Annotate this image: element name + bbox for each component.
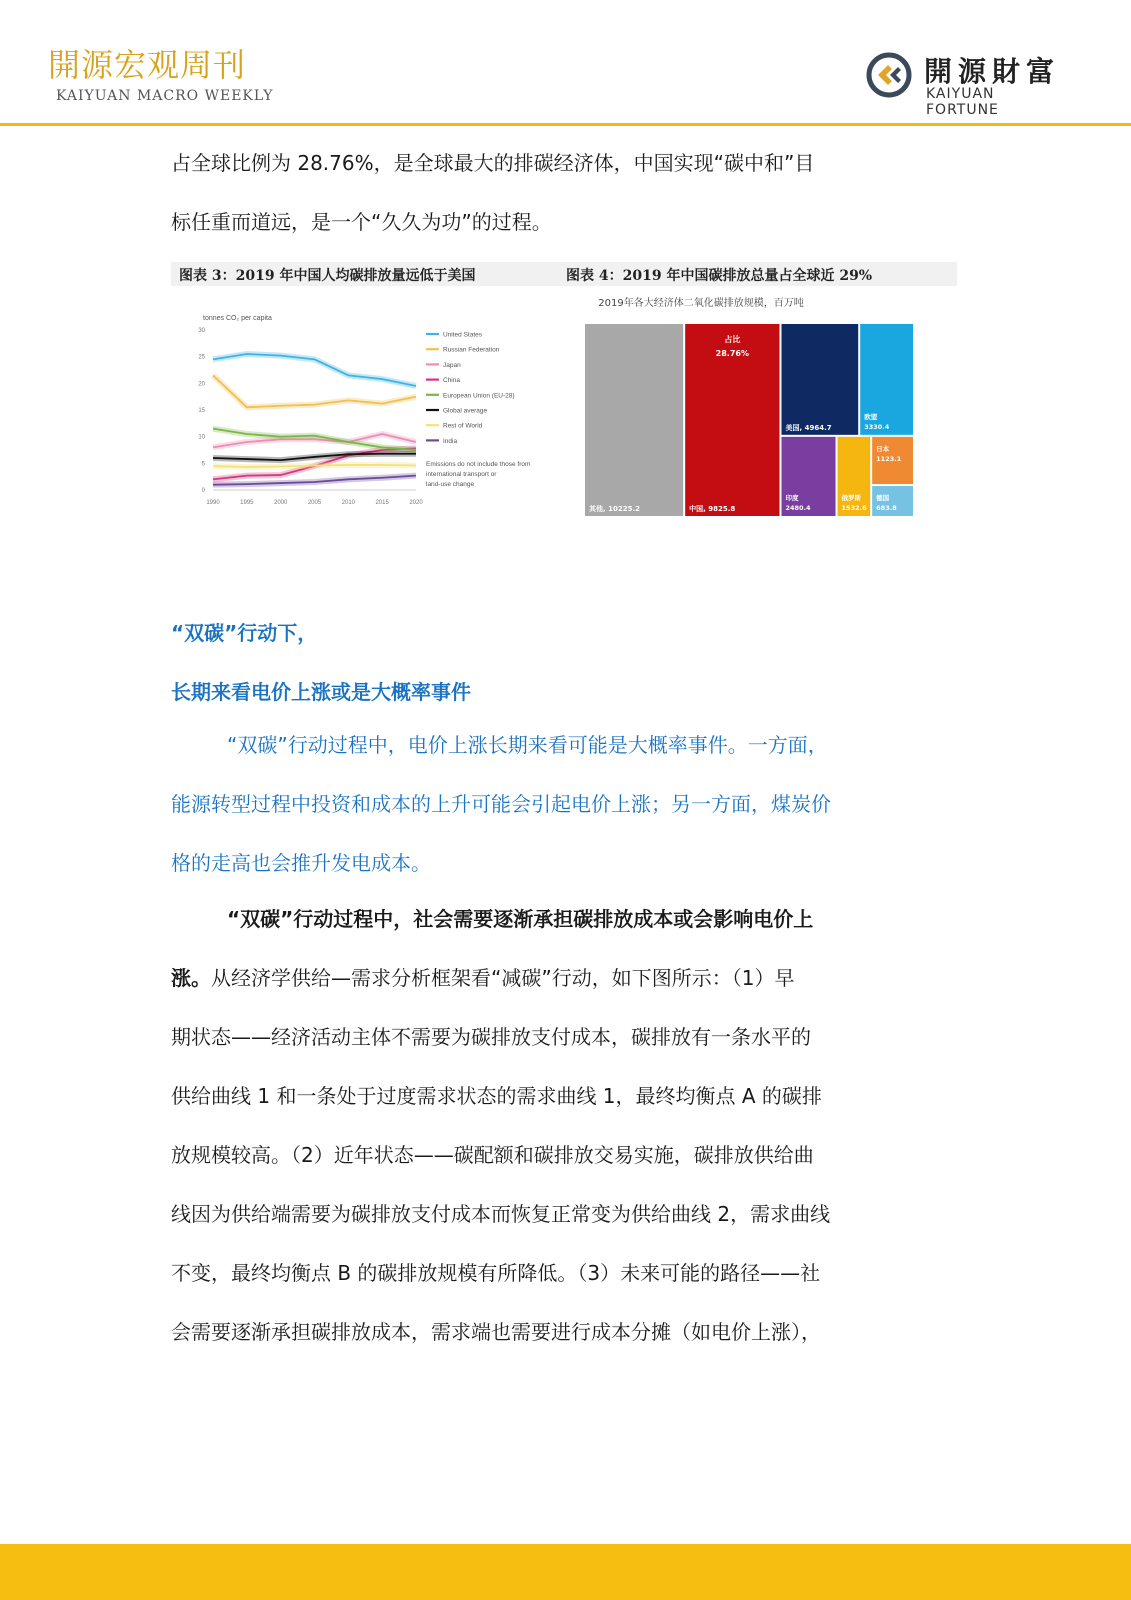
footer-bar <box>0 1544 1131 1600</box>
y-tick-label: 25 <box>198 354 205 361</box>
figure3-line-chart <box>171 290 566 542</box>
treemap-label: 2480.4 <box>785 504 811 512</box>
treemap-label: 欧盟 <box>864 412 878 421</box>
y-tick-label: 0 <box>201 488 205 494</box>
chart-note: international transport or <box>426 471 497 478</box>
page-header <box>0 0 1131 124</box>
highlight-line: 格的走高也会推升发电成本。 <box>171 851 431 875</box>
treemap-label: 1532.6 <box>841 504 867 512</box>
logo-icon <box>866 52 912 98</box>
legend-label: Rest of World <box>443 422 483 430</box>
y-tick-label: 30 <box>198 328 205 334</box>
treemap-label: 中国, 9825.8 <box>689 505 736 513</box>
treemap-label: 俄罗斯 <box>841 494 862 502</box>
intro-paragraph <box>171 134 961 252</box>
brand-title: 開源宏观周刊 <box>48 46 247 84</box>
body-line: 期状态——经济活动主体不需要为碳排放支付成本，碳排放有一条水平的 <box>171 1025 811 1049</box>
body-paragraph <box>171 890 961 1362</box>
share-value: 28.76% <box>715 349 749 358</box>
legend-label: Russian Federation <box>443 346 500 354</box>
legend-label: India <box>443 437 458 445</box>
x-tick-label: 2020 <box>409 500 423 506</box>
x-tick-label: 2000 <box>273 500 288 506</box>
treemap-label: 日本 <box>876 444 890 453</box>
body-line: 会需要逐渐承担碳排放成本，需求端也需要进行成本分摊（如电价上涨）， <box>171 1320 821 1344</box>
section-heading-line1: “双碳”行动下， <box>171 621 318 645</box>
y-tick-label: 5 <box>201 461 205 468</box>
x-tick-label: 1995 <box>240 500 254 506</box>
treemap-cell-美国 <box>781 324 858 435</box>
legend-label: Japan <box>443 361 461 369</box>
highlight-paragraph <box>171 716 961 893</box>
body-line: 不变，最终均衡点 B 的碳排放规模有所降低。（3）未来可能的路径——社 <box>171 1261 821 1285</box>
x-tick-label: 2015 <box>375 500 389 506</box>
treemap-label: 其他, 10225.2 <box>589 505 640 513</box>
x-tick-label: 2005 <box>307 500 322 506</box>
body-line-rest: 从经济学供给—需求分析框架看“减碳”行动，如下图所示：（1）早 <box>211 966 795 990</box>
treemap-subtitle: 2019年各大经济体二氧化碳排放规模，百万吨 <box>598 298 804 309</box>
highlight-line: “双碳”行动过程中，电价上涨长期来看可能是大概率事件。一方面， <box>227 733 828 757</box>
section-heading-line2: 长期来看电价上涨或是大概率事件 <box>171 680 471 704</box>
company-logo <box>866 50 1066 118</box>
body-line: 放规模较高。（2）近年状态——碳配额和碳排放交易实施，碳排放供给曲 <box>171 1143 814 1167</box>
treemap-label: 德国 <box>876 494 890 503</box>
figure3-title: 图表 3：2019 年中国人均碳排放量远低于美国 <box>179 268 476 284</box>
highlight-line: 能源转型过程中投资和成本的上升可能会引起电价上涨；另一方面，煤炭价 <box>171 792 831 816</box>
body-bold-fragment: 涨。 <box>171 966 211 990</box>
y-tick-label: 10 <box>198 434 205 441</box>
body-line: 线因为供给端需要为碳排放支付成本而恢复正常变为供给曲线 2，需求曲线 <box>171 1202 831 1226</box>
legend-label: Global average <box>443 407 488 415</box>
intro-line: 标任重而道远，是一个“久久为功”的过程。 <box>171 210 552 234</box>
treemap-cell-其他 <box>585 324 683 516</box>
figure4-title: 图表 4：2019 年中国碳排放总量占全球近 29% <box>566 268 873 284</box>
x-tick-label: 1990 <box>206 500 220 506</box>
y-axis-label: tonnes CO₂ per capita <box>203 315 272 322</box>
treemap-label: 印度 <box>785 494 799 502</box>
body-line <box>171 949 961 1008</box>
treemap-label: 683.8 <box>876 504 897 513</box>
x-tick-label: 2010 <box>341 500 356 506</box>
chart-note: land-use change <box>426 481 475 488</box>
body-bold-line: “双碳”行动过程中，社会需要逐渐承担碳排放成本或会影响电价上 <box>227 907 814 931</box>
treemap-label: 美国, 4964.7 <box>785 423 832 432</box>
y-tick-label: 15 <box>198 408 205 414</box>
treemap-label: 1123.1 <box>876 454 902 463</box>
figure4-treemap-chart <box>581 290 957 542</box>
chart-note: Emissions do not include those from <box>426 461 531 468</box>
body-line: 供给曲线 1 和一条处于过度需求状态的需求曲线 1，最终均衡点 A 的碳排 <box>171 1084 822 1108</box>
treemap-label: 3330.4 <box>864 422 890 431</box>
y-tick-label: 20 <box>198 381 205 388</box>
logo-text-cn: 開源財富 <box>924 55 1061 88</box>
figures-row <box>171 262 957 542</box>
header-divider <box>0 123 1131 126</box>
brand-subtitle: KAIYUAN MACRO WEEKLY <box>56 88 274 104</box>
legend-label: China <box>443 377 460 385</box>
legend-label: United States <box>443 331 483 339</box>
legend-label: European Union (EU-28) <box>443 392 515 400</box>
intro-line: 占全球比例为 28.76%，是全球最大的排碳经济体，中国实现“碳中和”目 <box>171 151 815 175</box>
logo-text-en: KAIYUAN FORTUNE <box>926 86 999 118</box>
share-label: 占比 <box>724 335 741 344</box>
